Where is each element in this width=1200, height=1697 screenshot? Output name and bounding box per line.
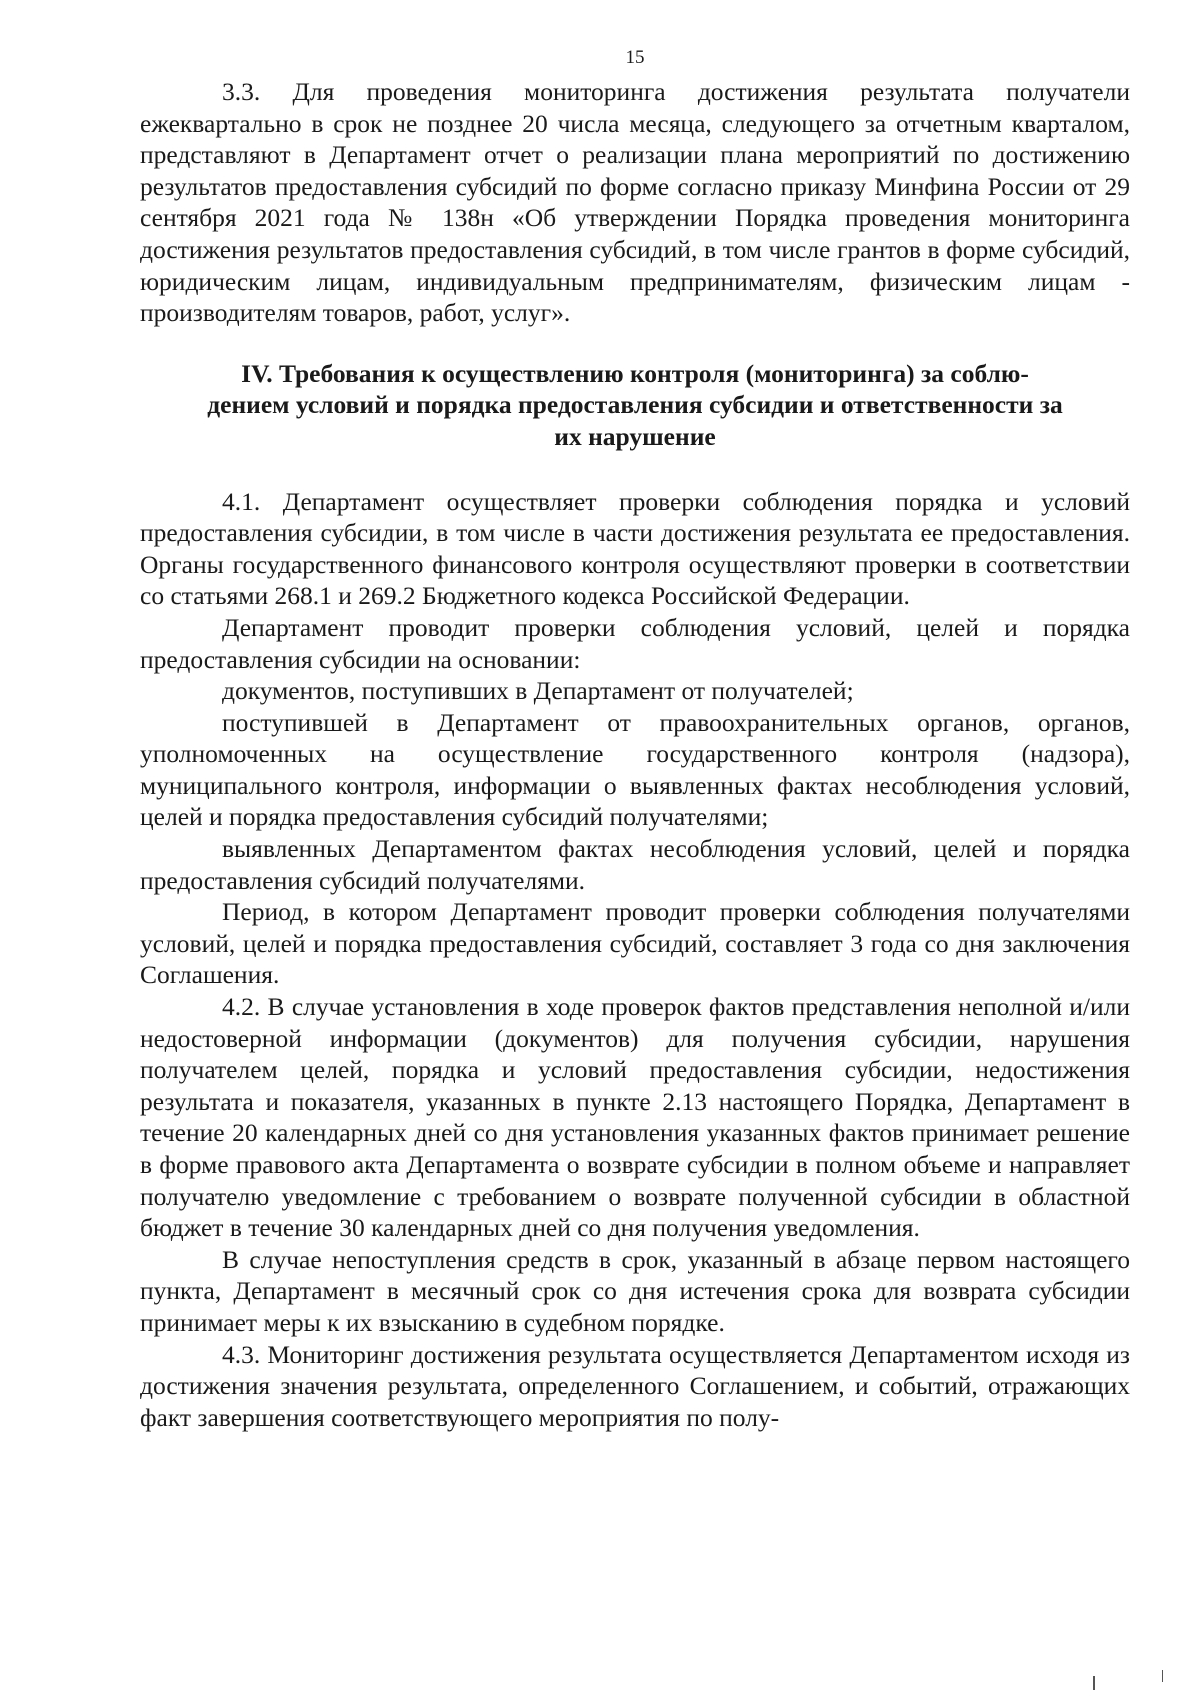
paragraph-recovery: В случае непоступления средств в срок, указанный в абзаце первом настоящего пункта, Департамент в месячный срок со дня истечения срока для возврата субсидии принимает меры к их взысканию в судебном порядке. [140, 1244, 1130, 1337]
heading-line-3: их нарушение [554, 421, 716, 451]
heading-line-2: дением условий и порядка предоставления субсидии и ответственности за [207, 390, 1063, 420]
heading-line-1: IV. Требования к осуществлению контроля (мониторинга) за соблю- [241, 358, 1029, 388]
paragraph-basis-documents: документов, поступивших в Департамент от получателей; [222, 676, 854, 706]
scan-mark [1093, 1676, 1095, 1690]
document-page [140, 46, 1130, 1433]
paragraph-3-3: 3.3. Для проведения мониторинга достижения результата получатели ежеквартально в срок не позднее 20 числа месяца, следующего за отчетным кварталом, представляют в Департамент отчет о реализации плана мероприятий по достижению результатов предоставления субсидий по форме согласно приказу Минфина России от 29 сентября 2021 года № 138н «Об утверждении Порядка проведения мониторинга достижения результатов предоставления субсидий, в том числе грантов в форме субсидий, юридическим лицам, индивидуальным предпринимателям, физическим лицам - производителям товаров, работ, услуг». [140, 77, 1130, 328]
section-iv-heading [140, 358, 1130, 453]
paragraph-basis-information: поступившей в Департамент от правоохранительных органов, органов, уполномоченных на осуществление государственного контроля (надзора), муниципального контроля, информации о выявленных фактах несоблюдения условий, целей и порядка предоставления субсидий получателями; [140, 707, 1130, 832]
paragraph-checks-basis: Департамент проводит проверки соблюдения условий, целей и порядка предоставления субсидии на основании: [140, 612, 1130, 674]
paragraph-4-3: 4.3. Мониторинг достижения результата осуществляется Департаментом исходя из достижения значения результата, определенного Соглашением, и событий, отражающих факт завершения соответствующего мероприятия по полу- [140, 1339, 1130, 1432]
scan-mark [1162, 1670, 1163, 1682]
paragraph-check-period: Период, в котором Департамент проводит проверки соблюдения получателями условий, целей и порядка предоставления субсидий, составляет 3 года со дня заключения Соглашения. [140, 897, 1130, 990]
paragraph-4-2: 4.2. В случае установления в ходе проверок фактов представления неполной и/или недостоверной информации (документов) для получения субсидии, нарушения получателем целей, порядка и условий предоставления субсидии, недостижения результата и показателя, указанных в пункте 2.13 настоящего Порядка, Департамент в течение 20 календарных дней со дня установления указанных фактов принимает решение в форме правового акта Департамента о возврате субсидии в полном объеме и направляет получателю уведомление с требованием о возврате полученной субсидии в областной бюджет в течение 30 календарных дней со дня получения уведомления. [140, 992, 1130, 1243]
paragraph-4-1: 4.1. Департамент осуществляет проверки соблюдения порядка и условий предоставления субсидии, в том числе в части достижения результата ее предоставления. Органы государственного финансового контроля осуществляют проверки в соответствии со статьями 268.1 и 269.2 Бюджетного кодекса Российской Федерации. [140, 486, 1130, 611]
paragraph-basis-facts: выявленных Департаментом фактах несоблюдения условий, целей и порядка предоставления субсидий получателями. [140, 834, 1130, 895]
page-number: 15 [625, 47, 645, 68]
